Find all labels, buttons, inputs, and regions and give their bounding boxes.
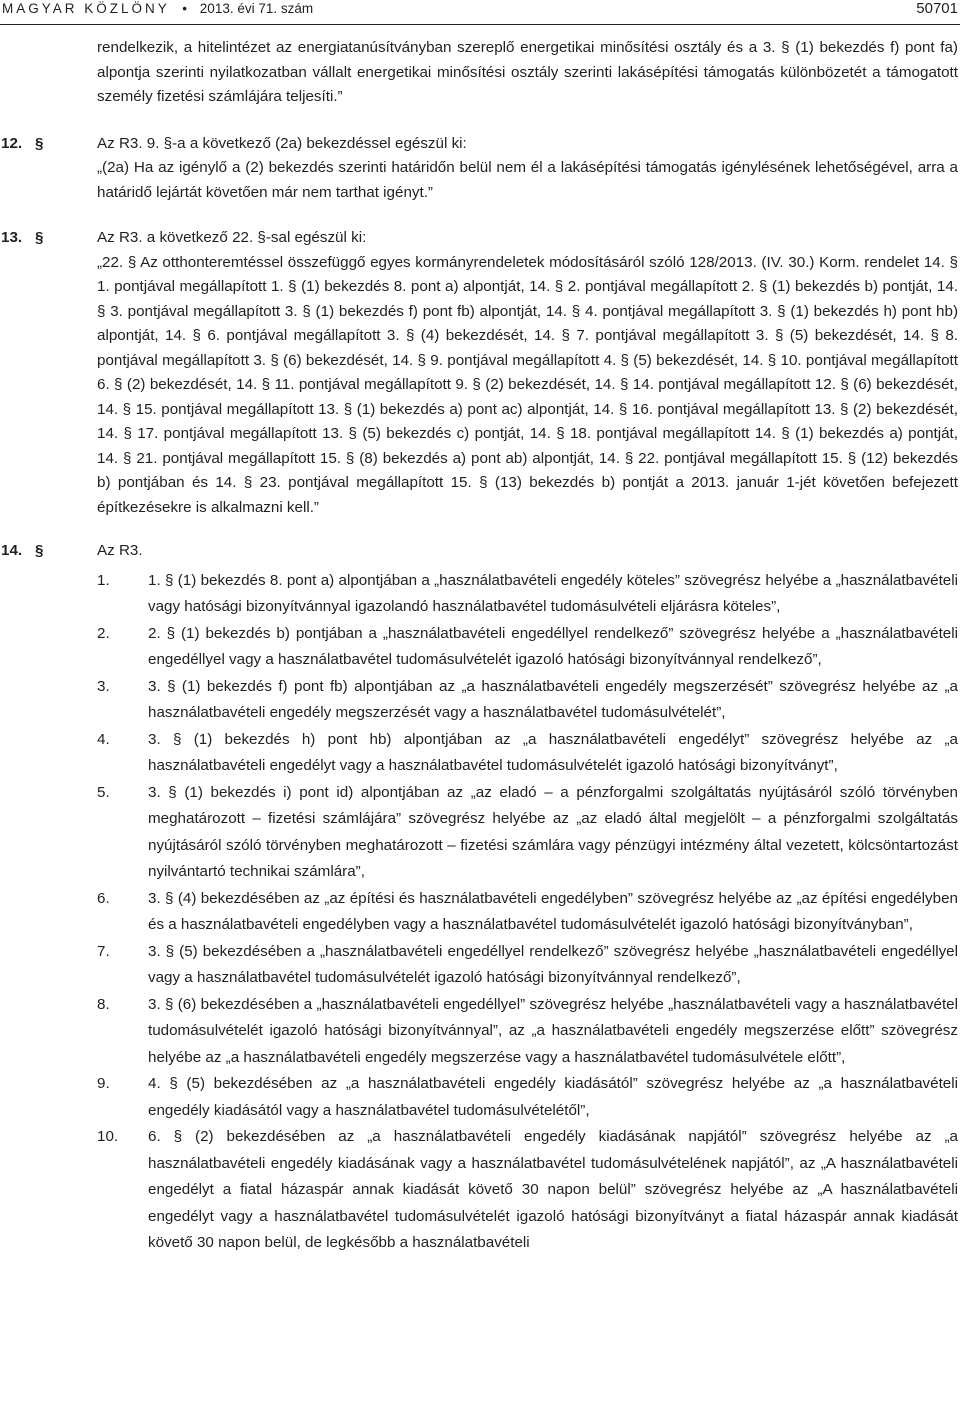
section-sign: § <box>35 542 44 559</box>
list-item-text: 3. § (6) bekezdésében a „használatbavételi engedéllyel” szövegrész helyébe „használatbavételi vagy a használatbavétel tudomásulvételét igazoló hatósági bizonyítvánnyal”, az „a használatbavételi engedély megszerzése előtt” szövegrész helyébe az „a használatbavételi engedély megszerzése vagy a használatbavétel tudomásulvétele előtt”, <box>148 995 958 1066</box>
section-heading-text: Az R3. a következő 22. §-sal egészül ki: <box>97 229 367 246</box>
intro-paragraph: rendelkezik, a hitelintézet az energiatanúsítványban szereplő energetikai minősítési osztály és a 3. § (1) bekezdés f) pont fa) alpontja szerinti nyilatkozatban vállalt energetikai minősítési osztály szerinti lakásépítési támogatás különbözetét a támogatott személy fizetési számlájára teljesíti.” <box>97 39 958 105</box>
list-item-text: 1. § (1) bekezdés 8. pont a) alpontjában a „használatbavételi engedély köteles” szövegrész helyébe a „használatbavételi vagy hatósági bizonyítvánnyal igazolandó használatbavétel tudomásulvételi eljárásra köteles”, <box>148 571 958 615</box>
journal-name: MAGYAR KÖZLÖNY <box>2 1 170 16</box>
section-12-body: „(2a) Ha az igénylő a (2) bekezdés szerinti határidőn belül nem él a lakásépítési támogatás igénylésének lehetőségével, arra a határidő lejártát követően már nem tarthat igényt.” <box>97 159 958 201</box>
header-rule <box>0 24 960 25</box>
list-item-number: 3. <box>97 677 110 695</box>
section-sign: § <box>35 134 44 152</box>
list-item <box>0 992 960 1072</box>
document-body <box>0 36 960 1257</box>
list-item <box>0 568 960 621</box>
list-item <box>0 1124 960 1257</box>
list-item <box>0 727 960 780</box>
list-item-number: 4. <box>97 730 110 748</box>
list-item-text: 3. § (5) bekezdésében a „használatbavételi engedéllyel rendelkező” szövegrész helyébe „használatbavételi engedéllyel vagy a használatbavétel tudomásulvételét igazoló hatósági bizonyítvánnyal rendelkező”, <box>148 942 958 986</box>
list-item-number: 1. <box>97 571 110 589</box>
list-item <box>0 886 960 939</box>
section-number: 13. <box>1 229 23 246</box>
list-item-number: 2. <box>97 624 110 642</box>
list-item <box>0 780 960 886</box>
list-item-number: 8. <box>97 995 110 1013</box>
list-item-text: 3. § (1) bekezdés i) pont id) alpontjában az „az eladó – a pénzforgalmi szolgáltatás nyújtásáról szóló törvényben meghatározott – fizetési számlájára” szövegrész helyébe az „az eladó által megjelölt – a pénzforgalmi szolgáltatás nyújtásáról szóló törvényben meghatározott – fizetési számlára vagy pénzügyi intézmény által vezetett, kölcsöntartozást nyilvántartó technikai számlára”, <box>148 783 958 880</box>
section-heading-text: Az R3. 9. §-a a következő (2a) bekezdéssel egészül ki: <box>97 134 467 152</box>
list-item-number: 10. <box>97 1128 119 1145</box>
list-item-text: 3. § (4) bekezdésében az „az építési és használatbavételi engedélyben” szövegrész helyébe az „az építési engedélyben és a használatbavételi engedélyben vagy a használatbavétel tudomásulvételét igazoló hatósági bizonyítványban”, <box>148 889 958 933</box>
list-item <box>0 621 960 674</box>
list-item-text: 2. § (1) bekezdés b) pontjában a „használatbavételi engedéllyel rendelkező” szövegrész helyébe a „használatbavételi engedéllyel vagy a használatbavétel tudomásulvételét igazoló hatósági bizonyítvánnyal rendelkező”, <box>148 624 958 668</box>
section-heading-text: Az R3. <box>97 542 143 559</box>
list-item-text: 6. § (2) bekezdésében az „a használatbavételi engedély kiadásának napjától” szövegrész helyébe az „a használatbavételi engedély kiadásának vagy a használatbavétel tudomásulvételének napjától”, az „A használatbavételi engedélyt a fiatal házaspár annak kiadását követő 30 napon belül” szövegrész helyébe az „A használatbavételi engedélyt vagy a használatbavétel tudomásulvételét igazoló hatósági bizonyítványt a fiatal házaspár annak kiadását követő 30 napon belül, de legkésőbb a használatbavételi <box>148 1128 958 1251</box>
section-13-body: „22. § Az otthonteremtéssel összefüggő egyes kormányrendeletek módosításáról szóló 128/2013. (IV. 30.) Korm. rendelet 14. § 1. pontjával megállapított 1. § (1) bekezdés 8. pont a) alpontját, 14. § 2. pontjával megállapított 2. § (1) bekezdés b) pontját, 14. § 3. pontjával megállapított 3. § (1) bekezdés f) pont fb) alpontját, 14. § 4. pontjával megállapított 3. § (1) bekezdés h) pont hb) alpontját, 14. § 6. pontjával megállapított 3. § (4) bekezdését, 14. § 7. pontjával megállapított 3. § (5) bekezdését, 14. § 8. pontjával megállapított 3. § (6) bekezdését, 14. § 9. pontjával megállapított 4. § (5) bekezdését, 14. § 10. pontjával megállapított 6. § (2) bekezdését, 14. § 11. pontjával megállapított 9. § (2) bekezdését, 14. § 14. pontjával megállapított 12. § (6) bekezdését, 14. § 15. pontjával megállapított 13. § (1) bekezdés a) pont ac) alpontját, 14. § 16. pontjával megállapított 13. § (2) bekezdését, 14. § 17. pontjával megállapított 13. § (5) bekezdés c) pontját, 14. § 18. pontjával megállapított 14. § (1) bekezdés a) pontját, 14. § 21. pontjával megállapított 15. § (8) bekezdés a) pont ab) alpontját, 14. § 22. pontjával megállapított 15. § (12) bekezdés b) pontjában és 14. § 23. pontjával megállapított 15. § (13) bekezdés b) pontját a 2013. január 1-jét követően befejezett építkezésekre is alkalmazni kell.” <box>97 253 958 516</box>
journal-header-label <box>2 1 313 16</box>
list-item-text: 4. § (5) bekezdésében az „a használatbavételi engedély kiadásától” szövegrész helyébe az „a használatbavételi engedély kiadásától vagy a használatbavétel tudomásulvételétől”, <box>148 1075 958 1119</box>
list-item <box>0 939 960 992</box>
section-13-heading <box>0 226 960 251</box>
list-item <box>0 674 960 727</box>
list-item-number: 6. <box>97 889 110 907</box>
list-item-number: 7. <box>97 942 110 960</box>
section-number: 14. <box>1 542 23 559</box>
section-12-heading <box>0 132 960 157</box>
list-item-text: 3. § (1) bekezdés h) pont hb) alpontjában az „a használatbavételi engedélyt” szövegrész helyébe az „a használatbavételi engedélyt vagy a használatbavétel tudomásulvételét igazoló hatósági bizonyítványt”, <box>148 730 958 774</box>
section-sign: § <box>35 229 44 246</box>
list-item-number: 5. <box>97 783 110 801</box>
issue-label: 2013. évi 71. szám <box>199 1 314 16</box>
list-item-number: 9. <box>97 1075 110 1092</box>
list-item-text: 3. § (1) bekezdés f) pont fb) alpontjában az „a használatbavételi engedély megszerzését” szövegrész helyébe az „a használatbavételi engedély megszerzését vagy a használatbavétel tudomásulvételét”, <box>148 677 958 721</box>
page-number: 50701 <box>916 0 958 17</box>
list-item <box>0 1071 960 1124</box>
section-14-heading <box>0 539 960 564</box>
page-header <box>0 0 960 24</box>
header-bullet: • <box>182 1 188 16</box>
section-number: 12. <box>1 134 23 152</box>
